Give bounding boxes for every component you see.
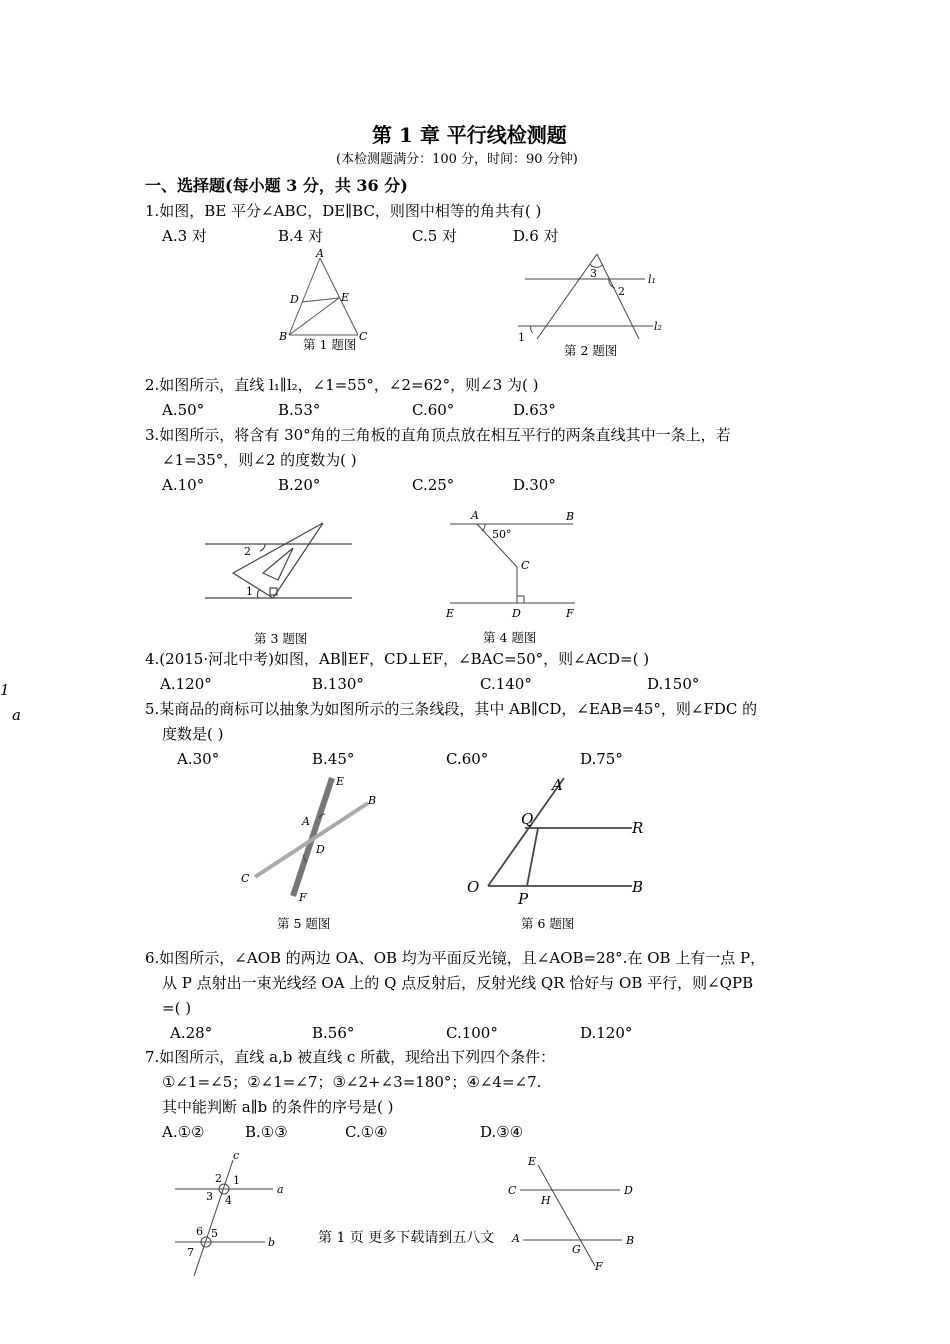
fig6-label-r: R [632, 819, 644, 837]
q4-option-a: A.120° [160, 675, 212, 693]
question-7-text: 7.如图所示，直线 a,b 被直线 c 所截，现给出下列四个条件： [145, 1048, 556, 1066]
fig4-label-f: F [566, 607, 574, 620]
question-6-text-cont: 从 P 点射出一束光线经 OA 上的 Q 点反射后，反射光线 QR 恰好与 OB 平行，则∠QPB [162, 974, 754, 992]
figure-7 [165, 1148, 290, 1283]
fig7-label-2: 2 [215, 1172, 222, 1185]
question-6-text: 6.如图所示，∠AOB 的两边 OA、OB 均为平面反光镜，且∠AOB=28°.在 OB 上有一点 P， [145, 949, 766, 967]
fig4-label-e: E [446, 607, 455, 620]
question-1-text: 1.如图，BE 平分∠ABC，DE∥BC，则图中相等的角共有( ) [145, 202, 542, 220]
question-7-prompt: 其中能判断 a∥b 的条件的序号是( ) [162, 1098, 394, 1116]
q6-option-a: A.28° [170, 1024, 213, 1042]
q7-option-b: B.①③ [245, 1123, 288, 1141]
fig7-label-4: 4 [225, 1194, 232, 1207]
fig1-label-b: B [279, 330, 288, 343]
fig8-label-a: A [512, 1232, 520, 1245]
fig6-label-p: P [518, 890, 529, 908]
fig5-label-f: F [299, 891, 307, 904]
q4-option-d: D.150° [647, 675, 700, 693]
q6-option-d: D.120° [580, 1024, 633, 1042]
figure-6 [460, 770, 660, 910]
figure-1 [270, 248, 380, 348]
question-3-text: 3.如图所示，将含有 30°角的三角板的直角顶点放在相互平行的两条直线其中一条上，若 [145, 426, 731, 444]
q1-option-c: C.5 对 [412, 227, 458, 245]
q3-option-b: B.20° [278, 476, 321, 494]
fig2-label-1: 1 [518, 331, 525, 344]
fig5-label-e: E [336, 775, 345, 788]
fig2-label-l1: l₁ [648, 273, 656, 286]
fig6-label-a: A [552, 776, 563, 794]
fig2-caption: 第 2 题图 [564, 343, 618, 358]
figure-2 [515, 250, 675, 350]
fig4-label-d: D [512, 607, 521, 620]
q1-option-b: B.4 对 [278, 227, 324, 245]
q5-option-a: A.30° [177, 750, 220, 768]
question-5-text: 5.某商品的商标可以抽象为如图所示的三条线段，其中 AB∥CD，∠EAB=45°，则∠FDC 的 [145, 700, 758, 718]
fig4-label-c: C [521, 559, 530, 572]
fig8-label-h: H [541, 1194, 551, 1207]
fig4-label-50: 50° [492, 528, 512, 541]
fig7-label-a: a [277, 1183, 284, 1196]
fig2-label-2: 2 [618, 285, 625, 298]
question-7-conditions: ①∠1=∠5；②∠1=∠7；③∠2+∠3=180°；④∠4=∠7. [162, 1073, 542, 1091]
fig8-label-b: B [626, 1234, 635, 1247]
q1-option-a: A.3 对 [162, 227, 207, 245]
fig3-caption: 第 3 题图 [254, 631, 308, 646]
q1-option-d: D.6 对 [513, 227, 559, 245]
q7-option-d: D.③④ [480, 1123, 524, 1141]
q4-option-b: B.130° [312, 675, 364, 693]
fig3-label-1: 1 [246, 585, 253, 598]
fig1-label-c: C [359, 330, 368, 343]
fig7-label-b: b [268, 1236, 276, 1249]
fig8-label-e: E [528, 1155, 537, 1168]
fig4-label-a: A [471, 509, 479, 522]
fig5-label-a: A [302, 815, 310, 828]
q3-option-d: D.30° [513, 476, 556, 494]
q7-option-a: A.①② [162, 1123, 205, 1141]
q3-option-c: C.25° [412, 476, 455, 494]
page-subtitle: (本检测题满分：100 分，时间：90 分钟) [336, 152, 578, 167]
fig7-label-3: 3 [206, 1190, 213, 1203]
fig7-label-6: 6 [196, 1225, 203, 1238]
fig3-label-2: 2 [244, 545, 251, 558]
fig1-label-d: D [290, 293, 299, 306]
fig8-label-c: C [508, 1184, 517, 1197]
q2-option-b: B.53° [278, 401, 321, 419]
fig8-label-d: D [624, 1184, 633, 1197]
q2-option-d: D.63° [513, 401, 556, 419]
fig1-label-e: E [341, 291, 350, 304]
fig8-label-f: F [595, 1260, 603, 1273]
q4-option-c: C.140° [480, 675, 532, 693]
fig6-label-o: O [467, 878, 480, 896]
question-4-text: 4.(2015·河北中考)如图，AB∥EF，CD⊥EF，∠BAC=50°，则∠ACD=( ) [145, 650, 650, 668]
fig8-label-g: G [572, 1243, 581, 1256]
figure-8 [505, 1148, 645, 1278]
question-6-text-cont2: =( ) [162, 999, 192, 1017]
fig4-caption: 第 4 题图 [483, 630, 537, 645]
q6-option-b: B.56° [312, 1024, 355, 1042]
margin-mark-1: 1 [0, 681, 10, 699]
figure-5 [235, 770, 385, 910]
fig7-label-1: 1 [233, 1174, 240, 1187]
fig6-label-b: B [632, 878, 644, 896]
fig6-label-q: Q [521, 810, 534, 828]
fig2-label-l2: l₂ [654, 320, 662, 333]
q5-option-c: C.60° [446, 750, 489, 768]
fig7-label-c: c [233, 1149, 240, 1162]
fig5-caption: 第 5 题图 [277, 916, 331, 931]
fig5-label-d: D [316, 843, 325, 856]
figure-3 [200, 515, 360, 610]
fig5-label-b: B [368, 794, 377, 807]
fig1-caption: 第 1 题图 [303, 337, 357, 352]
margin-mark-a: a [12, 706, 21, 724]
q3-option-a: A.10° [162, 476, 205, 494]
q5-option-d: D.75° [580, 750, 623, 768]
page-footer: 第 1 页 更多下载请到五八文 [318, 1230, 495, 1246]
fig5-label-c: C [241, 872, 250, 885]
fig4-label-b: B [566, 510, 575, 523]
fig7-label-5: 5 [211, 1227, 218, 1240]
fig2-label-3: 3 [590, 267, 597, 280]
question-5-text-cont: 度数是( ) [162, 725, 224, 743]
fig7-label-7: 7 [187, 1246, 194, 1259]
page-title: 第 1 章 平行线检测题 [372, 123, 567, 147]
q6-option-c: C.100° [446, 1024, 498, 1042]
fig6-caption: 第 6 题图 [521, 916, 575, 931]
q2-option-c: C.60° [412, 401, 455, 419]
q7-option-c: C.①④ [345, 1123, 388, 1141]
q2-option-a: A.50° [162, 401, 205, 419]
fig1-label-a: A [316, 247, 324, 260]
question-2-text: 2.如图所示，直线 l₁∥l₂，∠1=55°，∠2=62°，则∠3 为( ) [145, 376, 539, 394]
question-3-text-cont: ∠1=35°，则∠2 的度数为( ) [162, 451, 357, 469]
section-heading: 一、选择题(每小题 3 分，共 36 分) [145, 176, 408, 195]
q5-option-b: B.45° [312, 750, 355, 768]
figure-4 [440, 505, 590, 620]
